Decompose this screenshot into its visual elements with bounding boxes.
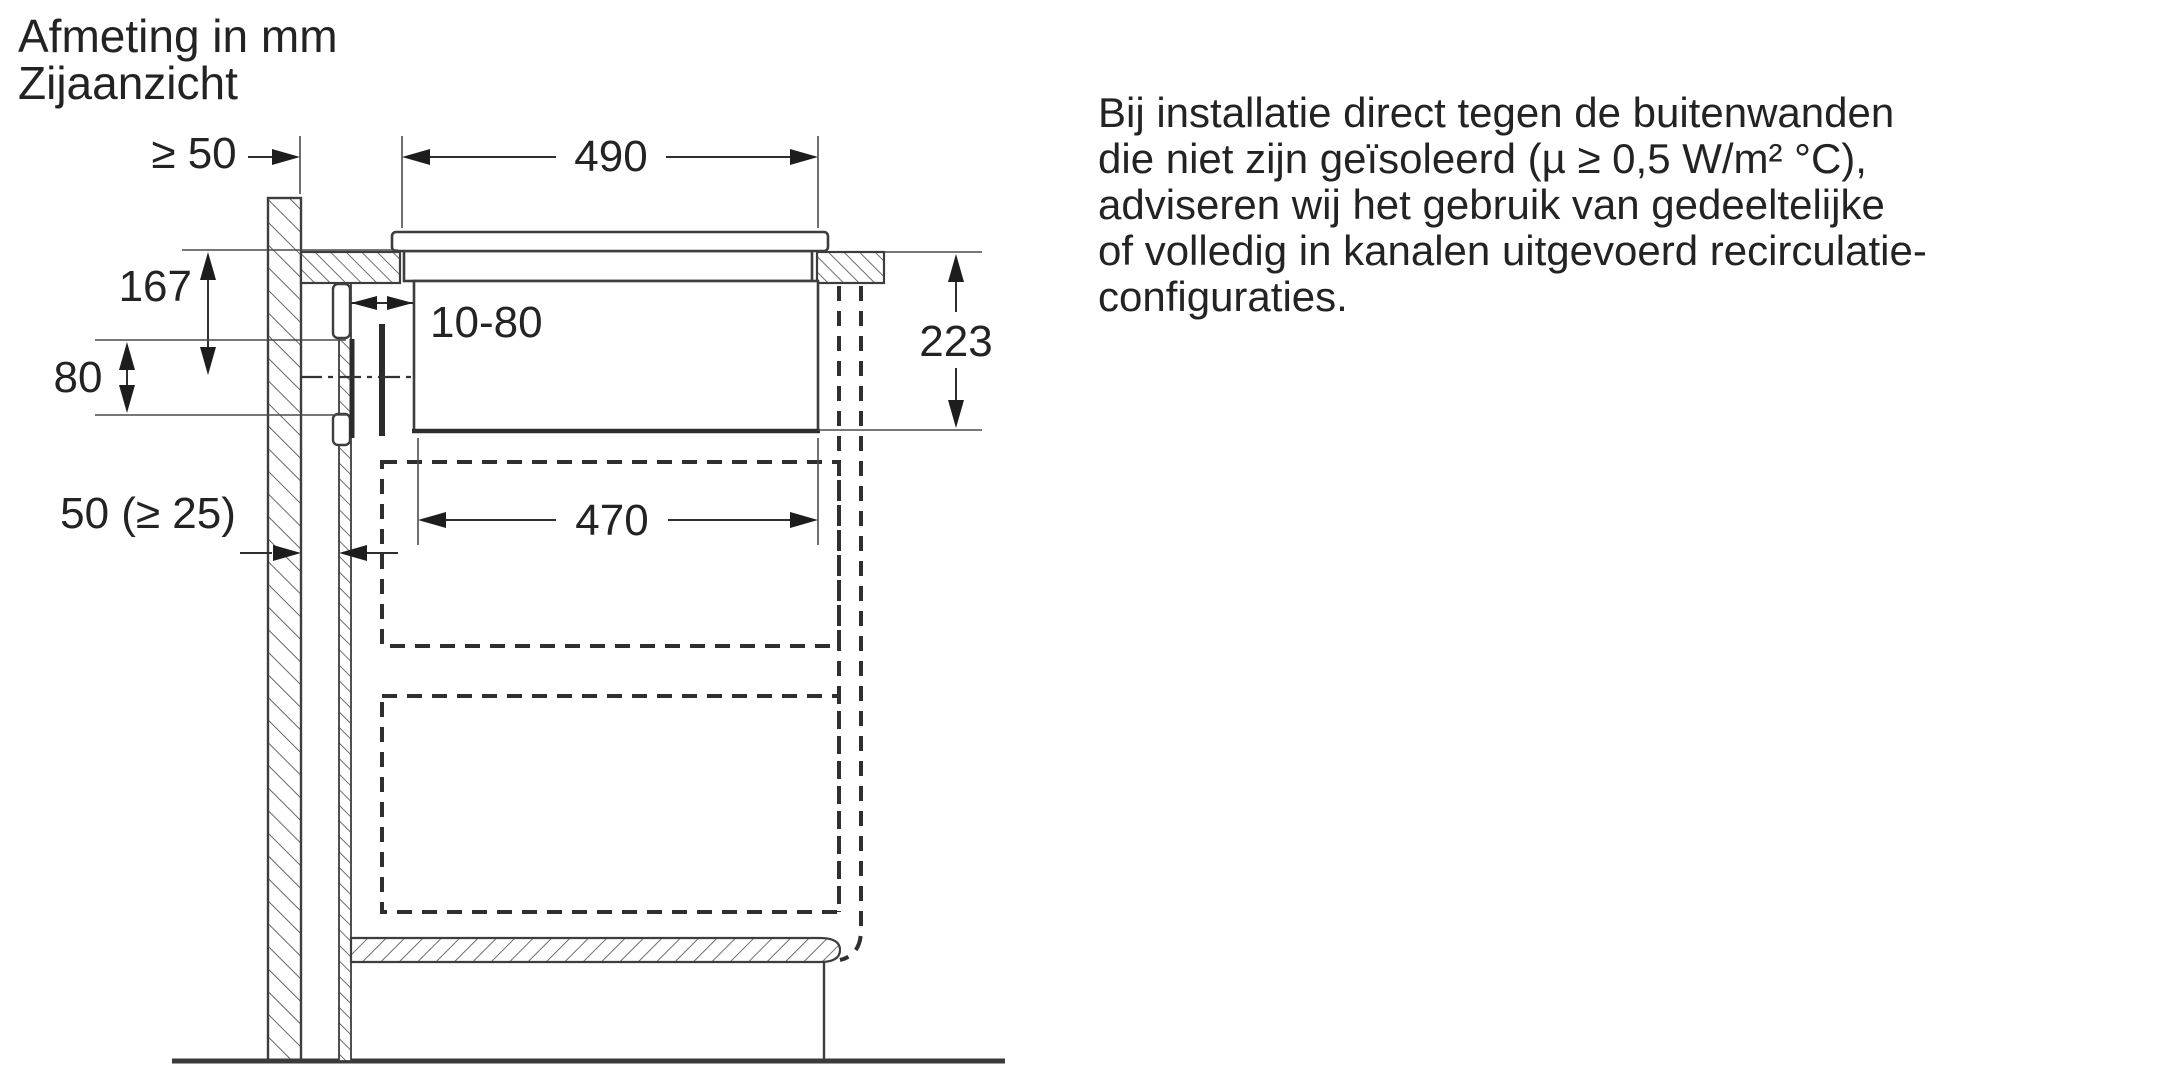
dim-label-rear-gap: 10-80 (430, 298, 543, 347)
dim-label-worktop-to-duct-center: 167 (118, 262, 192, 311)
mounting-bracket-bottom (333, 414, 350, 445)
dim-label-wall-to-cabinet: 50 (≥ 25) (60, 489, 236, 538)
dim-label-duct-opening-height: 80 (53, 353, 103, 402)
note-line: Bij installatie direct tegen de buitenwanden (1098, 89, 1895, 136)
cabinet-bottom-panel (351, 938, 840, 962)
wall-section (268, 198, 301, 1061)
arrowhead-down-icon (119, 385, 135, 413)
dim-label-glass-width: 490 (574, 132, 648, 181)
arrowhead-left-icon (351, 296, 377, 310)
note-line: die niet zijn geïsoleerd (µ ≥ 0,5 W/m² °C), (1098, 135, 1867, 182)
note-line: configuraties. (1098, 273, 1348, 320)
title-block (18, 10, 338, 109)
dimension-glass-width (402, 132, 818, 228)
recirculation-zone-upper (382, 462, 839, 646)
arrowhead-right-icon (387, 296, 413, 310)
dimension-body-width (418, 438, 818, 545)
installation-note (1098, 89, 1927, 320)
worktop-left-section (301, 252, 400, 283)
hob-glass-top (392, 232, 828, 251)
note-line: adviseren wij het gebruik van gedeeltelijke (1098, 181, 1885, 228)
wall-hatched-strip (268, 198, 301, 1061)
arrowhead-up-icon (948, 254, 964, 282)
recirculation-zone-lower (382, 696, 839, 912)
dimension-wall-clearance (151, 129, 300, 194)
worktop-right-section (817, 252, 884, 283)
note-line: of volledig in kanalen uitgevoerd recirculatie- (1098, 227, 1927, 274)
arrowhead-right-icon (790, 149, 818, 165)
dim-label-body-depth: 223 (919, 317, 993, 366)
arrowhead-left-icon (402, 149, 430, 165)
hob-frame (404, 251, 812, 281)
arrowhead-up-icon (200, 252, 216, 280)
arrowhead-up-icon (119, 342, 135, 370)
cabinet-back-panel (339, 283, 351, 1061)
dim-label-body-width: 470 (575, 496, 649, 545)
dim-label-wall-clearance: ≥ 50 (151, 129, 237, 178)
page-title: Afmeting in mm (18, 10, 338, 62)
arrowhead-down-icon (948, 400, 964, 428)
arrowhead-down-icon (200, 347, 216, 375)
duct-dashed-line-outer (840, 286, 861, 960)
arrowhead-right-icon (272, 149, 300, 165)
view-subtitle: Zijaanzicht (18, 57, 238, 109)
arrowhead-right-icon (790, 512, 818, 528)
rear-duct-assembly (300, 284, 412, 445)
mounting-bracket-top (333, 284, 350, 338)
arrowhead-left-icon (418, 512, 446, 528)
